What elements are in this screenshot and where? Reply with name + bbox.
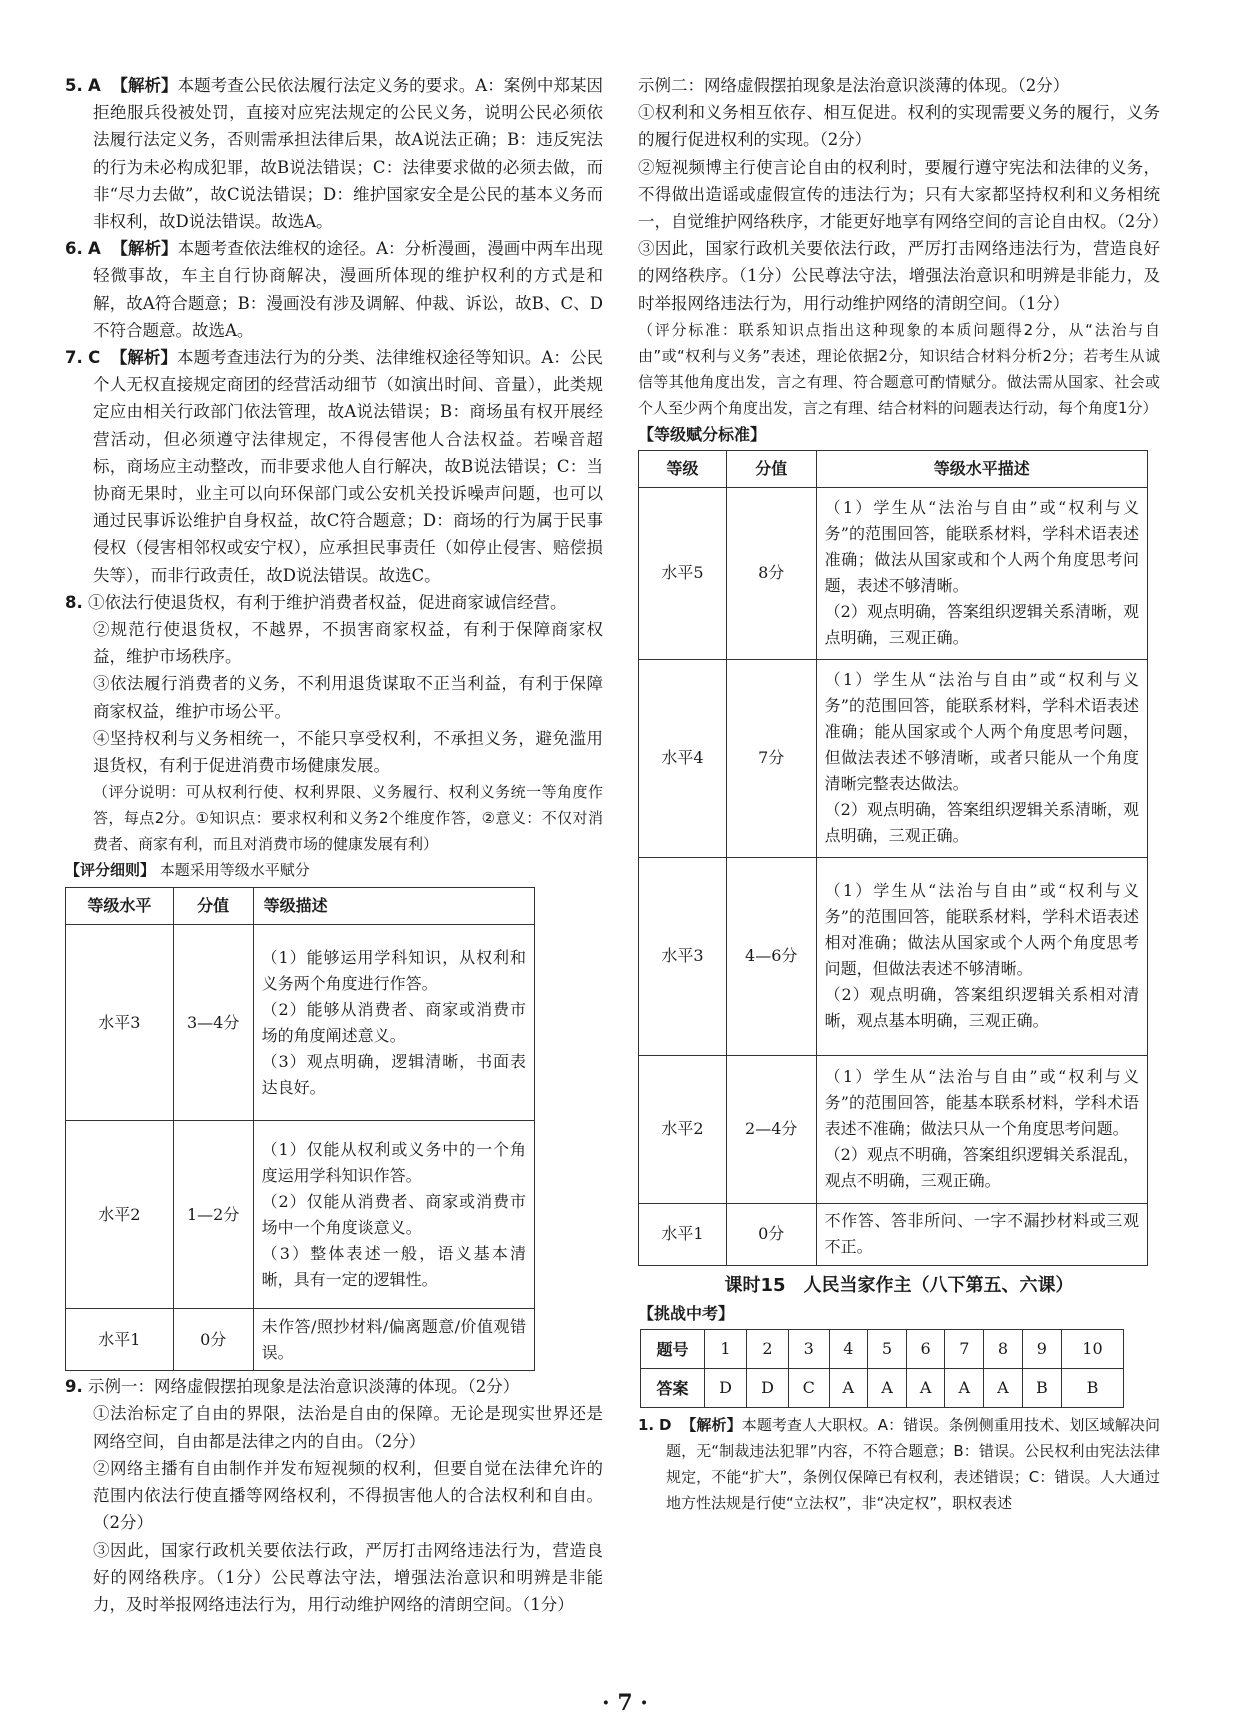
scoring-note: （评分说明：可从权利行使、权利界限、义务履行、权利义务统一等角度作答，每点2分。①知识点：要求权利和义务2个维度作答，②意义：不仅对消费者、商家有利，而且对消费市场的健康发展有利） (93, 783, 603, 854)
table-row: 水平1 0分 不作答、答非所问、一字不漏抄材料或三观不正。 (639, 1203, 1148, 1265)
table-row: 水平5 8分 （1）学生从“法治与自由”或“权利与义务”的范围回答，能联系材料，学科术语表述准确；做法从国家或和个人两个角度思考问题，表述不够清晰。 （2）观点明确，答案组织逻辑关系清晰，观点明确，三观正确。 (639, 487, 1148, 659)
page-number: · 7 · (602, 1690, 648, 1716)
question-5: 5. A 【解析】本题考查公民依法履行法定义务的要求。A：案例中郑某因拒绝服兵役被处罚，直接对应宪法规定的公民义务，说明公民必须依法履行法定义务，否则需承担法律后果，故A说法正确；B：违反宪法的行为未必构成犯罪，故B说法错误；C：法律要求做的必须去做，而非“尽力去做”，故C说法错误；D：维护国家安全是公民的基本义务而非权利，故D说法错误。故选A。 (65, 76, 604, 232)
table-row: 水平4 7分 （1）学生从“法治与自由”或“权利与义务”的范围回答，能联系材料，学科术语表述准确；能从国家或个人两个角度思考问题，但做法表述不够清晰，或者只能从一个角度清晰完整表达做法。 （2）观点明确，答案组织逻辑关系清晰，观点明确，三观正确。 (639, 659, 1148, 857)
table-row: 水平2 2—4分 （1）学生从“法治与自由”或“权利与义务”的范围回答，能基本联系材料，学科术语表述不准确；做法只从一个角度思考问题。 （2）观点不明确，答案组织逻辑关系混乱，观点不明确，三观正确。 (639, 1055, 1148, 1203)
question-7: 7. C 【解析】本题考查违法行为的分类、法律维权途径等知识。A：公民个人无权直接规定商团的经营活动细节（如演出时间、音量），此类规定应由相关行政部门依法管理，故A说法错误；B：商场虽有权开展经营活动，但必须遵守法律规定，不得侵害他人合法权益。若噪音超标，商场应主动整改，而非要求他人自行解决，故B说法错误；C：当协商无果时，业主可以向环保部门或公安机关投诉噪声问题，也可以通过民事诉讼维护自身权益，故C符合题意；D：商场的行为属于民事侵权（侵害相邻权或安宁权），应承担民事责任（如停止侵害、赔偿损失等），而非行政责任，故D说法错误。故选C。 (65, 348, 604, 585)
table-row: 水平3 4—6分 （1）学生从“法治与自由”或“权利与义务”的范围回答，能联系材料，学科术语表述相对准确；做法从国家或个人两个角度思考问题，但做法表述不够清晰。 （2）观点明确，答案组织逻辑关系相对清晰，观点基本明确，三观正确。 (639, 857, 1148, 1055)
table-row: 水平2 1—2分 （1）仅能从权利或义务中的一个角度运用学科知识作答。 （2）仅能从消费者、商家或消费市场中一个角度谈意义。 （3）整体表述一般，语义基本清晰，具有一定的逻辑性。 (66, 1121, 535, 1309)
lesson-title: 课时15 人民当家作主（八下第五、六课） (724, 1274, 1074, 1296)
answer-table (640, 1329, 1124, 1408)
question-1-analysis: 1. D 【解析】本题考查人大职权。A：错误。条例侧重用技术、划区域解决问题，无“制裁违法犯罪”内容，不符合题意；B：错误。公民权利由宪法法律规定，不能“扩大”，条例仅保障已有权利，表述错误；C：错误。人大通过地方性法规是行使“立法权”，非“决定权”，职权表述 (638, 1415, 1160, 1512)
rubric-heading: 【评分细则】 本题采用等级水平赋分 (65, 861, 310, 880)
grade-standard-table (638, 450, 1148, 1266)
table-row: 水平3 3—4分 （1）能够运用学科知识，从权利和义务两个角度进行作答。 （2）能够从消费者、商家或消费市场的角度阐述意义。 （3）观点明确，逻辑清晰，书面表达良好。 (66, 925, 535, 1121)
rubric-heading: 【等级赋分标准】 (638, 424, 767, 444)
answer-table-answers: 答案 D D C A A A A A B B (641, 1368, 1124, 1407)
question-6: 6. A 【解析】本题考查依法维权的途径。A：分析漫画，漫画中两车出现轻微事故，车主自行协商解决，漫画所体现的维护权利的方式是和解，故A符合题意；B：漫画没有涉及调解、仲裁、诉讼，故B、C、D不符合题意。故选A。 (65, 239, 604, 340)
scoring-note: （评分标准：联系知识点指出这种现象的本质问题得2分，从“法治与自由”或“权利与义务”表述，理论依据2分，知识结合材料分析2分；若考生从诚信等其他角度出发，言之有理、符合题意可酌情赋分。做法需从国家、社会或个人至少两个角度出发，言之有理、结合材料的问题表达行动，每个角度1分） (638, 320, 1160, 417)
challenge-heading: 【挑战中考】 (638, 1303, 735, 1323)
table-row: 水平1 0分 未作答/照抄材料/偏离题意/价值观错误。 (66, 1309, 535, 1371)
right-column: 示例二：网络虚假摆拍现象是法治意识淡薄的体现。（2分） ①权利和义务相互依存、相互促进。权利的实现需要义务的履行，义务的履行促进权利的实现。（2分） ②短视频博主行使言论自由的权利时，要履行遵守宪法和法律的义务，不得做出造谣或虚假宣传的违法行为；只有大家都坚持权利和义务相统一，自觉维护网络秩序，才能更好地享有网络空间的言论自由权。（2分） ③因此，国家行政机关要依法行政，严厉打击网络违法行为，营造良好的网络秩序。（1分）公民尊法守法，增强法治意识和明辨是非能力，及时举报网络违法行为，用行动维护网络的清朗空间。（1分） （评分标准：联系知识点指出这种现象的本质问题得2分，从“法治与自由”或“权利与义务”表述，理论依据2分，知识结合材料分析2分；若考生从诚信等其他角度出发，言之有理、符合题意可酌情赋分。做法需从国家、社会或个人至少两个角度出发，言之有理、结合材料的问题表达行动，每个角度1分） 【等级赋分标准】 等级 分值 等级水平描述 水平5 8分 （1）学生从“法治与自由”或“权利与义务”的范围回答，能联系材料，学科术语表述准确；做法从国家或和个人两个角度思考问题，表述不够清晰。 （2）观点明确，答案组织逻辑关系清晰，观点明确，三观正确。 水平4 7分 （1）学生从“法治与自由”或“权利与义务”的范围回答，能联系材料，学科术语表述准确；能从国家或个人两个角度思考问题，但做法表述不够清晰，或者只能从一个角度清晰完整表达做法。 （2）观点明确，答案组织逻辑关系清晰，观点明确，三观正确。 水平3 4—6分 （1）学生从“法治与自由”或“权利与义务”的范围回答，能联系材料，学科术语表述相对准确；做法从国家或个人两个角度思考问题，但做法表述不够清晰。 （2）观点明确，答案组织逻辑关系相对清晰，观点基本明确，三观正确。 水平2 2—4分 （1）学生从“法治与自由”或“权利与义务”的范围回答，能基本联系材料，学科术语表述不准确；做法只从一个角度思考问题。 （2）观点不明确，答案组织逻辑关系混乱，观点不明确，三观正确。 水平1 0分 不作答、答非所问、一字不漏抄材料或三观不正。 课时15 人民当家作主（八下第五、六课） 【挑战中考】 题号 1 2 3 4 5 6 7 8 9 10 答案 D D C A A A A A B B 1. D 【解析】本题考查人大职权。A：错误。条例侧重用技术、划区域解决问题，无“制裁违法犯罪”内容，不符合题意；B：错误。公民权利由宪法法律规定，不能“扩大”，条例仅保障已有权利，表述错误；C：错误。人大通过地方性法规是行使“立法权”，非“决定权”，职权表述 (638, 72, 1160, 1516)
answer-table-numbers: 题号 1 2 3 4 5 6 7 8 9 10 (641, 1329, 1124, 1368)
question-9: 9. 示例一：网络虚假摆拍现象是法治意识淡薄的体现。（2分） ①法治标定了自由的界限，法治是自由的保障。无论是现实世界还是网络空间，自由都是法律之内的自由。（2分） ②网络主播有自由制作并发布短视频的权利，但要自觉在法律允许的范围内依法行使直播等网络权利，不得损害他人的合法权利和自由。（2分） ③因此，国家行政机关要依法行政，严厉打击网络违法行为，营造良好的网络秩序。（1分）公民尊法守法，增强法治意识和明辨是非能力，及时举报网络违法行为，用行动维护网络的清朗空间。（1分） (65, 1377, 603, 1614)
table-header-row: 等级 分值 等级水平描述 (639, 450, 1148, 487)
table-header-row: 等级水平 分值 等级描述 (66, 888, 535, 925)
left-column (65, 72, 603, 1618)
question-8: 8. ①依法行使退货权，有利于维护消费者权益，促进商家诚信经营。 ②规范行使退货权，不越界，不损害商家权益，有利于保障商家权益，维护市场秩序。 ③依法履行消费者的义务，不利用退货谋取不正当利益，有利于保障商家权益，维护市场公平。 ④坚持权利与义务相统一，不能只享受权利，不承担义务，避免滥用退货权，有利于促进消费市场健康发展。 （评分说明：可从权利行使、权利界限、义务履行、权利义务统一等角度作答，每点2分。①知识点：要求权利和义务2个维度作答，②意义：不仅对消费者、商家有利，而且对消费市场的健康发展有利） 【评分细则】 本题采用等级水平赋分 等级水平 分值 等级描述 水平3 3—4分 （1）能够运用学科知识，从权利和义务两个角度进行作答。 （2）能够从消费者、商家或消费市场的角度阐述意义。 （3）观点明确，逻辑清晰，书面表达良好。 水平2 1—2分 （1）仅能从权利或义务中的一个角度运用学科知识作答。 （2）仅能从消费者、商家或消费市场中一个角度谈意义。 （3）整体表述一般，语义基本清晰，具有一定的逻辑性。 水平1 0分 未作答/照抄材料/偏离题意/价值观错误。 (65, 589, 603, 1371)
rubric-table (65, 887, 535, 1371)
